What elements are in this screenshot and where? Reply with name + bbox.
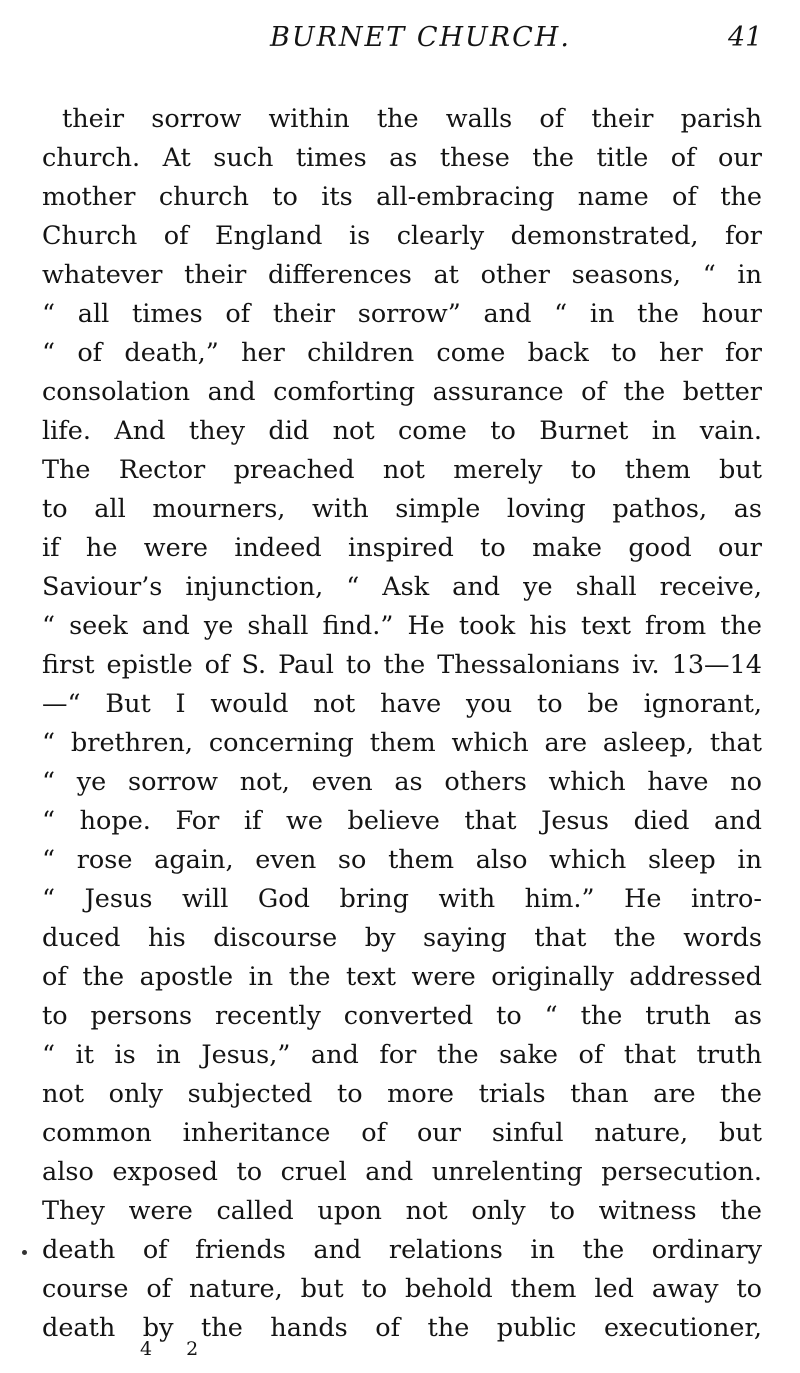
text-line: duced his discourse by saying that the words: [42, 923, 762, 953]
text-line: Saviour’s injunction, “ Ask and ye shall receive,: [42, 572, 762, 602]
text-line: “ all times of their sorrow” and “ in the hour: [42, 299, 762, 329]
text-line: of the apostle in the text were originally addressed: [42, 962, 762, 992]
running-title: BURNET CHURCH.: [270, 22, 571, 53]
body-text: [42, 100, 762, 1348]
text-line: They were called upon not only to witness the: [42, 1196, 762, 1226]
text-line: death of friends and relations in the ordinary: [42, 1235, 762, 1265]
text-line: whatever their differences at other seasons, “ in: [42, 260, 762, 290]
margin-dot: [22, 1250, 27, 1255]
text-line: consolation and comforting assurance of the better: [42, 377, 762, 407]
text-line: course of nature, but to behold them led away to: [42, 1274, 762, 1304]
signature-mark: 4 2: [140, 1338, 213, 1360]
running-head: [0, 22, 800, 66]
text-line: life. And they did not come to Burnet in vain.: [42, 416, 762, 446]
text-line: mother church to its all-embracing name of the: [42, 182, 762, 212]
text-line: “ brethren, concerning them which are asleep, that: [42, 728, 762, 758]
text-line: Church of England is clearly demonstrated, for: [42, 221, 762, 251]
text-line: “ ye sorrow not, even as others which have no: [42, 767, 762, 797]
text-line: to persons recently converted to “ the truth as: [42, 1001, 762, 1031]
text-line: “ hope. For if we believe that Jesus died and: [42, 806, 762, 836]
text-line: “ it is in Jesus,” and for the sake of that truth: [42, 1040, 762, 1070]
text-line: to all mourners, with simple loving pathos, as: [42, 494, 762, 524]
text-line: church. At such times as these the title of our: [42, 143, 762, 173]
text-line: “ of death,” her children come back to her for: [42, 338, 762, 368]
text-line: their sorrow within the walls of their parish: [62, 104, 762, 134]
text-line: death by the hands of the public executioner,: [42, 1313, 762, 1343]
text-line: “ Jesus will God bring with him.” He intro-: [42, 884, 762, 914]
text-line: first epistle of S. Paul to the Thessalonians iv. 13—14: [42, 650, 762, 680]
text-line: common inheritance of our sinful nature, but: [42, 1118, 762, 1148]
text-line: “ rose again, even so them also which sleep in: [42, 845, 762, 875]
text-line: if he were indeed inspired to make good our: [42, 533, 762, 563]
page-number: 41: [728, 22, 763, 53]
text-line: —“ But I would not have you to be ignorant,: [42, 689, 762, 719]
text-line: also exposed to cruel and unrelenting persecution.: [42, 1157, 762, 1187]
text-line: not only subjected to more trials than are the: [42, 1079, 762, 1109]
text-line: “ seek and ye shall find.” He took his text from the: [42, 611, 762, 641]
text-line: The Rector preached not merely to them but: [42, 455, 762, 485]
